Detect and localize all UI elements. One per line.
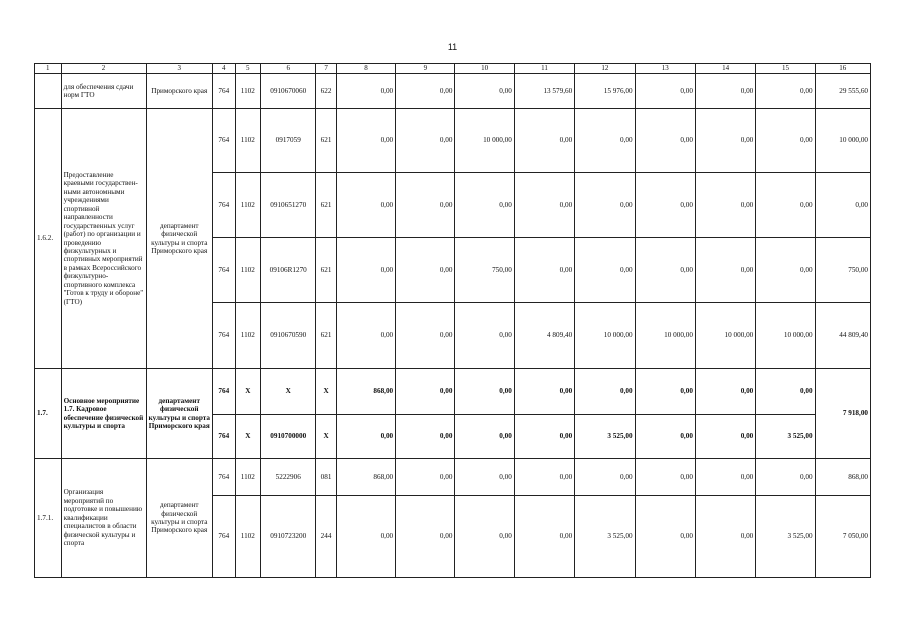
value-cell: 13 579,60 bbox=[514, 74, 574, 109]
col-header: 3 bbox=[146, 64, 213, 74]
row-number: 1.6.2. bbox=[35, 109, 62, 369]
header-row bbox=[35, 64, 871, 74]
code-section: 1102 bbox=[235, 303, 261, 369]
value-cell: 0,00 bbox=[695, 496, 755, 578]
code-grbs: 764 bbox=[213, 496, 236, 578]
code-target: 0910670060 bbox=[261, 74, 316, 109]
code-type: 621 bbox=[316, 238, 336, 303]
value-cell: 0,00 bbox=[635, 496, 695, 578]
value-cell: 0,00 bbox=[756, 109, 815, 173]
code-target: X bbox=[261, 369, 316, 415]
code-target: 0910651270 bbox=[261, 173, 316, 238]
value-cell: 0,00 bbox=[514, 415, 574, 459]
col-header: 13 bbox=[635, 64, 695, 74]
value-cell: 0,00 bbox=[396, 496, 455, 578]
value-cell: 0,00 bbox=[336, 74, 395, 109]
value-cell: 10 000,00 bbox=[455, 109, 514, 173]
col-header: 1 bbox=[35, 64, 62, 74]
value-cell: 0,00 bbox=[756, 74, 815, 109]
code-section: X bbox=[235, 415, 261, 459]
value-cell: 0,00 bbox=[514, 109, 574, 173]
value-cell: 0,00 bbox=[695, 459, 755, 496]
value-cell: 44 809,40 bbox=[815, 303, 870, 369]
value-cell: 0,00 bbox=[635, 109, 695, 173]
value-cell: 10 000,00 bbox=[815, 109, 870, 173]
value-cell: 0,00 bbox=[635, 459, 695, 496]
col-header: 6 bbox=[261, 64, 316, 74]
value-cell: 0,00 bbox=[455, 369, 514, 415]
row-number: 1.7.1. bbox=[35, 459, 62, 578]
table-row bbox=[35, 459, 871, 496]
code-grbs: 764 bbox=[213, 459, 236, 496]
value-cell: 0,00 bbox=[695, 238, 755, 303]
row-number: 1.7. bbox=[35, 369, 62, 459]
value-cell: 0,00 bbox=[455, 415, 514, 459]
value-cell: 10 000,00 bbox=[695, 303, 755, 369]
code-grbs: 764 bbox=[213, 173, 236, 238]
value-cell: 0,00 bbox=[396, 173, 455, 238]
value-cell: 29 555,60 bbox=[815, 74, 870, 109]
value-cell: 0,00 bbox=[396, 74, 455, 109]
value-cell: 0,00 bbox=[695, 369, 755, 415]
value-cell: 0,00 bbox=[575, 109, 635, 173]
col-header: 4 bbox=[213, 64, 236, 74]
code-target: 0917059 bbox=[261, 109, 316, 173]
value-cell: 7 050,00 bbox=[815, 496, 870, 578]
value-cell: 0,00 bbox=[756, 459, 815, 496]
value-cell: 0,00 bbox=[695, 415, 755, 459]
value-cell: 0,00 bbox=[396, 303, 455, 369]
executor: департамент физической культуры и спорта Приморского края bbox=[146, 109, 213, 369]
value-cell: 3 525,00 bbox=[575, 496, 635, 578]
code-section: 1102 bbox=[235, 238, 261, 303]
value-cell: 4 809,40 bbox=[514, 303, 574, 369]
value-cell: 750,00 bbox=[455, 238, 514, 303]
value-cell: 0,00 bbox=[336, 173, 395, 238]
event-name: Организация мероприятий по подготовке и повышению квалификации специалистов в области физической культуры и спорта bbox=[61, 459, 146, 578]
table-row bbox=[35, 369, 871, 415]
code-type: 621 bbox=[316, 109, 336, 173]
value-cell: 0,00 bbox=[575, 369, 635, 415]
value-cell: 0,00 bbox=[695, 109, 755, 173]
code-section: 1102 bbox=[235, 109, 261, 173]
code-section: 1102 bbox=[235, 459, 261, 496]
code-type: X bbox=[316, 415, 336, 459]
col-header: 12 bbox=[575, 64, 635, 74]
table-row bbox=[35, 74, 871, 109]
value-cell: 0,00 bbox=[455, 496, 514, 578]
col-header: 15 bbox=[756, 64, 815, 74]
page-number: 11 bbox=[447, 42, 458, 52]
value-cell: 0,00 bbox=[336, 238, 395, 303]
value-cell: 0,00 bbox=[635, 74, 695, 109]
code-target: 0910723200 bbox=[261, 496, 316, 578]
value-cell: 0,00 bbox=[396, 369, 455, 415]
value-cell: 0,00 bbox=[455, 459, 514, 496]
code-grbs: 764 bbox=[213, 369, 236, 415]
event-name: для обеспечения сдачи норм ГТО bbox=[61, 74, 146, 109]
value-cell: 0,00 bbox=[635, 238, 695, 303]
value-cell: 0,00 bbox=[336, 109, 395, 173]
code-grbs: 764 bbox=[213, 74, 236, 109]
value-cell: 868,00 bbox=[815, 459, 870, 496]
value-cell: 3 525,00 bbox=[756, 496, 815, 578]
col-header: 9 bbox=[396, 64, 455, 74]
code-target: 0910670590 bbox=[261, 303, 316, 369]
col-header: 7 bbox=[316, 64, 336, 74]
code-section: 1102 bbox=[235, 173, 261, 238]
value-cell: 0,00 bbox=[396, 459, 455, 496]
executor: Приморского края bbox=[146, 74, 213, 109]
value-cell: 15 976,00 bbox=[575, 74, 635, 109]
col-header: 5 bbox=[235, 64, 261, 74]
value-cell: 10 000,00 bbox=[756, 303, 815, 369]
value-cell: 0,00 bbox=[756, 173, 815, 238]
code-section: 1102 bbox=[235, 74, 261, 109]
col-header: 11 bbox=[514, 64, 574, 74]
code-section: X bbox=[235, 369, 261, 415]
code-type: 622 bbox=[316, 74, 336, 109]
col-header: 10 bbox=[455, 64, 514, 74]
code-type: X bbox=[316, 369, 336, 415]
col-header: 16 bbox=[815, 64, 870, 74]
code-type: 621 bbox=[316, 173, 336, 238]
value-cell: 0,00 bbox=[455, 173, 514, 238]
value-cell: 0,00 bbox=[756, 369, 815, 415]
value-cell: 750,00 bbox=[815, 238, 870, 303]
value-cell: 0,00 bbox=[575, 238, 635, 303]
value-cell: 3 525,00 bbox=[756, 415, 815, 459]
executor: департамент физической культуры и спорта Приморского края bbox=[146, 369, 213, 459]
event-name: Основное мероприятие 1.7. Кадровое обеспечение физической культуры и спорта bbox=[61, 369, 146, 459]
row-number bbox=[35, 74, 62, 109]
total-cell: 7 918,00 bbox=[815, 369, 870, 459]
value-cell: 868,00 bbox=[336, 459, 395, 496]
value-cell: 0,00 bbox=[695, 173, 755, 238]
value-cell: 0,00 bbox=[575, 459, 635, 496]
budget-table bbox=[34, 63, 871, 578]
value-cell: 0,00 bbox=[635, 415, 695, 459]
value-cell: 0,00 bbox=[815, 173, 870, 238]
code-grbs: 764 bbox=[213, 109, 236, 173]
executor: департамент физической культуры и спорта Приморского края bbox=[146, 459, 213, 578]
value-cell: 868,00 bbox=[336, 369, 395, 415]
code-target: 5222906 bbox=[261, 459, 316, 496]
code-grbs: 764 bbox=[213, 415, 236, 459]
code-section: 1102 bbox=[235, 496, 261, 578]
value-cell: 0,00 bbox=[695, 74, 755, 109]
event-name: Предоставление краевыми государствен-ными автономными учреждениями спортивной направленности государственных услуг (работ) по организации и проведению физкультурных и спортивных мероприятий в рамках Всероссийского физкультурно-спортивного комплекса "Готов к труду и обороне" (ГТО) bbox=[61, 109, 146, 369]
value-cell: 0,00 bbox=[336, 303, 395, 369]
code-grbs: 764 bbox=[213, 238, 236, 303]
value-cell: 10 000,00 bbox=[635, 303, 695, 369]
value-cell: 0,00 bbox=[635, 369, 695, 415]
value-cell: 0,00 bbox=[514, 496, 574, 578]
value-cell: 0,00 bbox=[575, 173, 635, 238]
value-cell: 0,00 bbox=[514, 369, 574, 415]
value-cell: 0,00 bbox=[336, 415, 395, 459]
value-cell: 0,00 bbox=[455, 74, 514, 109]
code-type: 081 bbox=[316, 459, 336, 496]
code-target: 09106R1270 bbox=[261, 238, 316, 303]
value-cell: 0,00 bbox=[336, 496, 395, 578]
value-cell: 0,00 bbox=[396, 109, 455, 173]
value-cell: 10 000,00 bbox=[575, 303, 635, 369]
code-type: 621 bbox=[316, 303, 336, 369]
value-cell: 0,00 bbox=[396, 415, 455, 459]
value-cell: 3 525,00 bbox=[575, 415, 635, 459]
value-cell: 0,00 bbox=[756, 238, 815, 303]
code-grbs: 764 bbox=[213, 303, 236, 369]
code-type: 244 bbox=[316, 496, 336, 578]
value-cell: 0,00 bbox=[514, 173, 574, 238]
col-header: 8 bbox=[336, 64, 395, 74]
code-target: 0910700000 bbox=[261, 415, 316, 459]
col-header: 2 bbox=[61, 64, 146, 74]
value-cell: 0,00 bbox=[514, 238, 574, 303]
col-header: 14 bbox=[695, 64, 755, 74]
value-cell: 0,00 bbox=[396, 238, 455, 303]
value-cell: 0,00 bbox=[455, 303, 514, 369]
value-cell: 0,00 bbox=[514, 459, 574, 496]
table-row bbox=[35, 109, 871, 173]
value-cell: 0,00 bbox=[635, 173, 695, 238]
